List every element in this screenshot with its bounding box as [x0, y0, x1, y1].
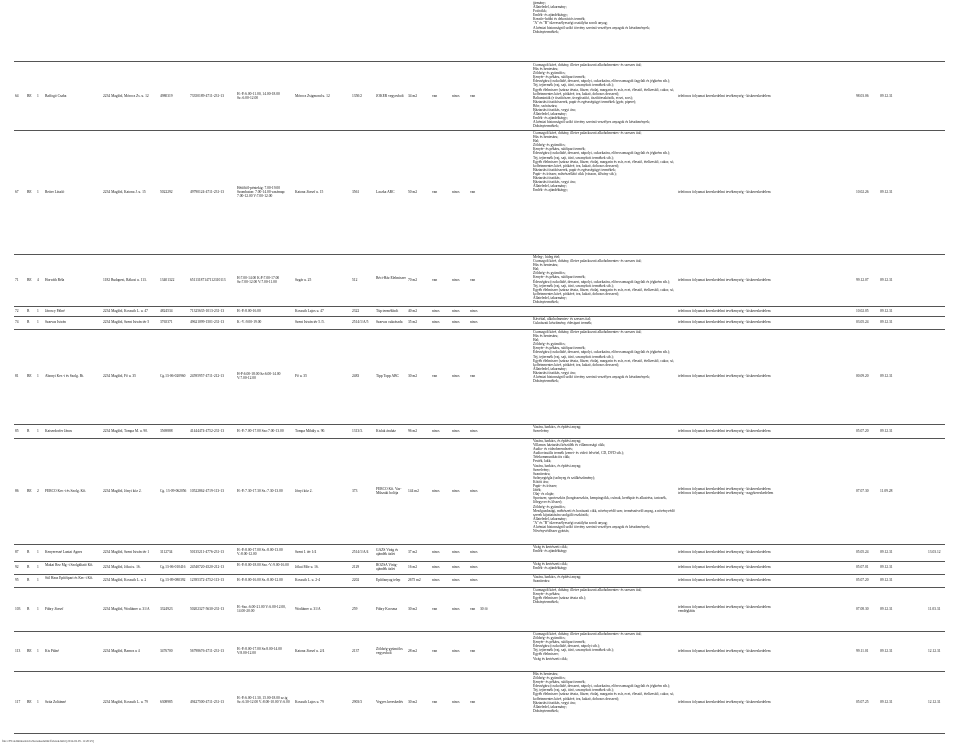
- row-activities: Vasáru, barkács, és építési anyag; Szaniteráru: [533, 575, 582, 584]
- row-flag-a: nincs: [432, 578, 440, 583]
- row-activities: Vasáru, barkács, és építési anyag; Szerelvény: [533, 425, 582, 434]
- row-separator: [14, 574, 945, 575]
- row-end-date: 09.12.31: [880, 277, 893, 282]
- row-flag-b: nincs: [452, 550, 460, 555]
- row-start-date: 03.05.24: [856, 320, 869, 325]
- row-opening-hours: K.-V.:9.00-19.00: [237, 320, 262, 325]
- row-lot-number: 2514/1/A/5: [352, 320, 369, 325]
- row-unit-count: 1: [37, 565, 39, 570]
- row-type: B: [27, 565, 30, 570]
- row-activity-type: telefonos folyamat kereskedelmi tevékenység - kiskereskedelem: [678, 308, 771, 313]
- row-operator-address: 2234 Maglód, Kossuth L. u. 79: [103, 699, 148, 704]
- row-activities: Csomagolt kávé, dohány, illetve palackozott alkoholmentes- és szeszes ital; Hús és hentesáru; Zöldség- és gyümölcs; Kenyér- és pékáru, sütőipari termék; Édességáru (csokoládé, desszert, nápolyi, cukorkaáru, előrecsomagolt fagylalt és jégkrém stb.); Tej, tejtermék (vaj, sajt, túró, savanyított termékek stb.); Egyéb élelmiszer (száraz tészta, fűszer, étolaj, margarin és zsír, ecet, élesztő, ételízesítő, cukor, só, koffeinmentes kávé, pótkávé, tea, kakaó, dobozos desszert); Baltaminták (e tisztítószer, üvegtisztító, tisztítóeszközök, ecset, sors); Háztartási tisztítószerek, papír és egészségügyi termékek (gyár, pipere); Bőrr, szórászáru; Háztartási tisztítás, vegyi áru; Állateledel, takarmány; Emlék- és ajándéktárgy; A kémiai biztonságról szóló törvény szerinti veszélyes anyagok és készítmények; Dohánytermékek;: [533, 63, 675, 129]
- row-type: B: [27, 550, 30, 555]
- row-activity-type: telefonos folyamat kereskedelmi tevékenység - kiskereskedelem: [678, 320, 771, 325]
- row-activity-type: telefonos folyamat kereskedelmi tevékenység - kiskereskedelem telefonos folyamat kereskedelmi tevékenység - nagykereskedelem: [678, 486, 774, 495]
- row-operator-name: Szita Zoltánné: [45, 699, 66, 704]
- row-lot-number: 512: [352, 277, 358, 282]
- row-operator-address: 2234 Maglód, Wodiáner u. 31/A: [103, 606, 150, 611]
- row-opening-hours: H.-Szo.:6.00-21.00 V.:6.00-12.00, 14.00-20.00: [237, 604, 286, 613]
- row-registration-number: 3324923: [160, 606, 173, 611]
- row-opening-hours: H.-P.:7.30-17.30 Sz.:7.30-13.00: [237, 488, 283, 493]
- row-activities: Csomagolt kávé, dohány, illetve palackozott alkoholmentes- és szeszes ital; Kenyér- és pékáru; Egyéb élelmiszer (száraz tészta stb.); Dohánytermékek;: [533, 588, 642, 605]
- row-start-date: 98.03.06: [856, 93, 869, 98]
- row-type: B: [27, 320, 30, 325]
- row-operator-name: FERCO Ker.-i és Szolg. Kft.: [45, 488, 87, 493]
- row-type: BE: [27, 648, 32, 653]
- row-flag-c: nincs: [470, 578, 478, 583]
- row-activities: Hús és hentesáru; Zöldség- és gyümölcs; Kenyér- és pékáru, sütőipari termék; Édességáru (csokoládé, desszert, nápolyi, cukorkaáru, előrecsomagolt fagylalt és jégkrém stb.); Tej, tejtermék (vaj, sajt, túró, savanyított termékek stb.); Egyéb élelmiszer (száraz tészta, fűszer, étolaj, margarin és zsír, ecet, élesztő, ételízesítő, cukor, só, koffeinmentes kávé, pótkávé, tea, kakaó, dobozos desszert); Háztartási tisztítás, vegyi áru; Állateledel, takarmány; Dohánytermékek;: [533, 672, 675, 713]
- row-activity-type: telefonos folyamat kereskedelmi tevékenység - kiskereskedelem: [678, 550, 771, 555]
- row-seq-number: 117: [15, 699, 21, 704]
- row-opening-hours: H.-P.:6.00-11.30, 15.00-18.00 sz.ig Sz.:6.30-12.00 V.:8.00-10.00 V.:6.00: [237, 695, 290, 704]
- row-flag-b: nincs: [452, 699, 460, 704]
- row-tax-number: 12395372-4752-113-13: [190, 578, 225, 583]
- row-end-date: 09.12.31: [880, 428, 893, 433]
- row-type: BE: [27, 277, 32, 282]
- row-lot-number: 2483: [352, 374, 360, 379]
- row-activity-type: telefonos folyamat kereskedelmi tevékenység - kiskereskedelem: [678, 277, 771, 282]
- row-unit-count: 1: [37, 648, 39, 653]
- row-start-date: 07.08.30: [856, 606, 869, 611]
- row-flag-a: van: [432, 93, 438, 98]
- row-shop-name: Tipp Topp ABC: [376, 374, 399, 379]
- row-operator-address: 2234 Maglód, Mórocz Zs. u. 12: [103, 93, 149, 98]
- row-start-date: 10.02.26: [856, 189, 869, 194]
- row-separator: [14, 544, 945, 545]
- row-opening-hours: H.-P.:6.00-11.00, 14.00-18.00 Sz.:6.00-12.00: [237, 91, 280, 100]
- row-registration-number: 3476700: [160, 648, 173, 653]
- row-shop-name: JOKER vegyesbolt: [376, 93, 404, 98]
- row-lot-number: 2202: [352, 578, 360, 583]
- row-activity-type: telefonos folyamat kereskedelmi tevékenység - kiskereskedelem: [678, 189, 771, 194]
- row-flag-b: nincs: [452, 320, 460, 325]
- row-opening-hours: H.-P.:8.00-16.00: [237, 308, 261, 313]
- row-start-date: 99.12.07: [856, 277, 869, 282]
- row-start-date: 05.07.20: [856, 578, 869, 583]
- row-registration-number: 5022292: [160, 189, 173, 194]
- row-registration-number: 3569888: [160, 428, 173, 433]
- row-start-date: 05.07.20: [856, 428, 869, 433]
- row-tax-number: 71325635-1013-231-13: [190, 308, 225, 313]
- row-flag-c: van: [470, 189, 476, 194]
- row-shop-address: Kossuth Lajos u. 79: [295, 699, 324, 704]
- row-operator-address: 1182 Budapest, Rákosi u. 113.: [103, 277, 147, 282]
- row-operator-name: Baffogó Csaba: [45, 93, 67, 98]
- row-seq-number: 92: [15, 565, 19, 570]
- row-seq-number: 87: [15, 550, 19, 555]
- row-flag-a: nincs: [432, 550, 440, 555]
- row-end-date: 09.12.31: [880, 320, 893, 325]
- row-type: BE: [27, 488, 32, 493]
- row-shop-name: Kislak áruház: [376, 428, 396, 433]
- row-shop-name: Építőanyag telep: [376, 578, 401, 583]
- row-opening-hours: H:7.00-14.00 K:P:7.00-17.00 Sz:7.00-12.00 V:7.00-11.00: [237, 275, 280, 284]
- row-type: BE: [27, 374, 32, 379]
- row-operator-name: Reiter László: [45, 189, 65, 194]
- row-opening-hours: H.-P.:8.00-18.00 Szo.-V.:9.00-16.00: [237, 563, 289, 568]
- row-unit-count: 1: [37, 606, 39, 611]
- row-floor-area: 30 m2: [408, 606, 418, 611]
- row-type: B: [27, 308, 30, 313]
- row-flag-b: nincs: [452, 488, 460, 493]
- row-operator-address: 2234 Maglód, Katona J. u. 15: [103, 189, 146, 194]
- row-operator-name: Horváth Béla: [45, 277, 65, 282]
- row-operator-name: Fábry József: [45, 606, 64, 611]
- row-lot-number: 2322: [352, 308, 360, 313]
- row-activities: Csomagolt kávé, dohány, illetve palackozott alkoholmentes- és szeszes ital; Hús és hentesáru; Hal; Zöldség- és gyümölcs; Kenyér- és pékáru, sütőipari termék; Édességáru (csokoládé, desszert, nápolyi, cukorkaáru, előrecsomagolt fagylalt és jégkrém stb.); Tej, tejtermék (vaj, sajt, túró, savanyított termékek stb.); Egyéb élelmiszer (száraz tészta, fűszer, étolaj, margarin és zsír, ecet, élesztő, ételízesítő, cukor, só, koffeinmentes kávé, pótkávé, tea, kakaó, dobozos desszert); Állateledel, takarmány; Háztartási tisztítás, vegyi áru; A kémiai biztonságról szóló törvény szerinti veszélyes anyagok és készítmények; Dohánytermékek;: [533, 330, 675, 384]
- row-floor-area: 144 m2: [408, 488, 419, 493]
- row-lot-number: 259: [352, 606, 358, 611]
- row-shop-name: RÓZSA Virág-ajándék üzlet: [376, 563, 398, 572]
- row-shop-address: Katona József u. 15: [295, 189, 324, 194]
- row-flag-a: van: [432, 277, 438, 282]
- row-seq-number: 86: [15, 488, 19, 493]
- row-separator: [14, 254, 945, 255]
- row-unit-count: 1: [37, 93, 39, 98]
- row-separator: [14, 424, 945, 425]
- row-unit-count: 2: [37, 488, 39, 493]
- row-shop-address: Szent István tér 5./5.: [295, 320, 325, 325]
- row-seq-number: 71: [15, 277, 19, 282]
- row-operator-address: 2234 Maglód, Jókai u. 16.: [103, 565, 141, 570]
- row-flag-a: van: [432, 648, 438, 653]
- row-end-date: 09.12.31: [880, 374, 893, 379]
- row-flag-c: van: [470, 648, 476, 653]
- row-operator-address: 2234 Maglód, Kossuth L. u. 47: [103, 308, 148, 313]
- row-operator-address: 2234 Maglód, Szent István tér 1: [103, 550, 150, 555]
- row-lot-number: 2514/1/A/4: [352, 550, 369, 555]
- row-tax-number: 50135211-4776-231-13: [190, 550, 225, 555]
- row-type: B: [27, 578, 30, 583]
- row-floor-area: 30 m2: [408, 699, 418, 704]
- row-shop-address: Szent I. tér 1/4: [295, 550, 317, 555]
- row-start-date: 10.02.05: [856, 308, 869, 313]
- row-flag-c: nincs: [470, 550, 478, 555]
- row-opening-hours: H.-P.:8.00-17.00 Sz:8.00-14.00 V:8.00-12.00: [237, 646, 282, 655]
- row-unit-count: 1: [37, 308, 39, 313]
- row-operator-name: Jároscy Pálné: [45, 308, 65, 313]
- row-shop-address: Jónyi köz 2.: [295, 488, 313, 493]
- row-seq-number: 95: [15, 578, 19, 583]
- row-flag-c: nincs: [470, 565, 478, 570]
- row-separator: [14, 306, 945, 307]
- row-shop-name: GÁZS Virág és ajándék üzlet: [376, 548, 399, 557]
- row-activities: Virág és kertészeti cikk; Emlék- és ajándéktárgy: [533, 562, 568, 571]
- row-registration-number: 4824534: [160, 308, 173, 313]
- row-floor-area: 2675 m2: [408, 578, 421, 583]
- row-type: B: [27, 606, 30, 611]
- row-shop-address: Katona József u. 2/4: [295, 648, 325, 653]
- row-operator-name: Makai Rez Mg.-i Szolgáltató Kft.: [45, 563, 94, 568]
- row-flag-b: nincs: [452, 308, 460, 313]
- row-shop-name: Tüp termékbolt: [376, 308, 399, 313]
- row-unit-count: 1: [37, 189, 39, 194]
- row-separator: [14, 733, 945, 734]
- row-floor-area: 35 m2: [408, 320, 418, 325]
- row-start-date: 05.05.24: [856, 550, 869, 555]
- row-end-date-2: 12.12.31: [928, 648, 941, 653]
- row-registration-number: Cg.13-09-080392: [160, 578, 186, 583]
- top-activity-cell: jármány; Állateledel, takarmány; Fotócikk; Emlék- és ajándéktárgy; Kreatív-hobbi és dekorációs termék; "A" és "B" tűzveszélyességi osztályba sorolt anyag; A kémiai biztonságról szóló törvény szerinti veszélyes anyagok és készítmények; Dohánytermékek;: [533, 1, 650, 34]
- row-flag-c: nincs: [470, 320, 478, 325]
- row-flag-b: nincs: [452, 578, 460, 583]
- row-separator: [14, 61, 945, 62]
- row-activity-type: telefonos folyamat kereskedelmi tevékenység - kiskereskedelem: [678, 428, 771, 433]
- row-type: BE: [27, 93, 32, 98]
- row-floor-area: 70 m2: [408, 277, 418, 282]
- row-end-date: 09.12.31: [880, 699, 893, 704]
- row-unit-count: 1: [37, 428, 39, 433]
- row-operator-address: 2234 Maglód, Tompa M. u. 90.: [103, 428, 148, 433]
- row-activity-type: telefonos folyamat kereskedelmi tevékenység - kiskereskedelem vendéglátás: [678, 604, 771, 613]
- row-operator-address: 2234 Maglód, Szent István tér 5: [103, 320, 150, 325]
- row-registration-number: Cg.13-06-010416: [160, 565, 186, 570]
- row-tax-number: 41444474-4752-231-13: [190, 428, 225, 433]
- row-type: BE: [27, 189, 32, 194]
- row-flag-b: nincs: [452, 606, 460, 611]
- page-footer-url: file:///H:/Adminisztráció/Kereskedelmi/Üzletek.html [2014.02.05. 11:20:25]: [2, 739, 94, 743]
- row-flag-a: nincs: [432, 308, 440, 313]
- row-flag-b: nincs: [452, 565, 460, 570]
- row-opening-hours: H.-P.:7.00-17.00 Szo:7.00-13.00: [237, 428, 284, 433]
- row-opening-hours: Hétfőtől-péntekig: 7.00-19.00 Szombaton: 7.00-14.00 vasárnap: 7.00-12.00 V:7.00-12.00: [237, 185, 286, 199]
- row-end-date: 09.12.31: [880, 606, 893, 611]
- row-registration-number: Cg.13-06-020960: [160, 374, 186, 379]
- row-lot-number: 373: [352, 488, 358, 493]
- row-seq-number: 72: [15, 308, 19, 313]
- row-seq-number: 67: [15, 189, 19, 194]
- row-operator-name: Kis Pálné: [45, 648, 59, 653]
- row-operator-name: Szarvas István: [45, 320, 66, 325]
- row-flag-c: van: [470, 606, 476, 611]
- row-separator: [14, 438, 945, 439]
- row-flag-a: van: [432, 699, 438, 704]
- row-activities: Vasáru, barkács, és építési anyag; Villamos háztartási készülék és villamossági cikk; Audio- és videoberendezés; Audiovizuális termék (zenei- és videó felvétel, CD, DVD stb.); Telekommunikációs cikk; Festék, lakk; Vasáru, barkács, és építési anyag; Szerelvény; Szaniteráru; Szőnyegtégla (szőnyeg és szálkészítmény); Kötött áru; Papír- és írószer; Játék; Olaj- és olajár; Sportszer, sporteszköz (horgászeszköz, kempingcikk, csónak, kerékpár és alkatrész, tartozék, lőfegyver és lőszer); Zöldség- és gyümölcs; Mezőgazdasági, méhészeti és borászati cikk, növényvédő szer, termésnövelő anyag, a növényvédő szerek kijuttatására szolgáló eszközök; Állateledel, takarmány; "A" és "B" tűzveszélyességi osztályba sorolt anyag; A kémiai biztonságról szóló törvény szerinti veszélyes anyagok és készítmények; Növényvédőszer gyártás;: [533, 439, 675, 534]
- row-operator-address: 2234 Maglód, Jónyi köz 2.: [103, 488, 142, 493]
- row-operator-name: Stil Haus Építőipari és Ker.-i Kft.: [45, 576, 94, 581]
- row-flag-a: van: [432, 374, 438, 379]
- row-end-date: 09.12.31: [880, 93, 893, 98]
- row-flag-a: nincs: [432, 488, 440, 493]
- row-floor-area: 30 m2: [408, 374, 418, 379]
- row-operator-address: 2234 Maglód, Barnos u 4: [103, 648, 140, 653]
- row-activities: Meleg-, hideg étel; Csomagolt kávé, dohány, illetve palackozott alkoholmentes- és szeszes ital; Hús és hentesáru; Hal; Zöldség- és gyümölcs; Kenyér- és pékáru, sütőipari termék; Édességáru (csokoládé, desszert, nápolyi, cukorkaáru, előrecsomagolt fagylalt és jégkrém stb.); Tej, tejtermék (vaj, sajt, túró, savanyított termékek stb.); Egyéb élelmiszer (száraz tészta, fűszer, étolaj, margarin és zsír, ecet, élesztő, ételízesítő, cukor, só, koffeinmentes kávé, pótkávé, tea, kakaó, dobozos desszert); Állateledel, takarmány; Dohánytermékek;: [533, 255, 675, 305]
- row-opening-hours: H-P:6.00-18.00 Sz:6.00-14.00 V:7.00-12.00: [237, 372, 281, 381]
- row-end-date: 09.12.31: [880, 565, 893, 570]
- row-shop-address: Mórocz Zsigmond u. 12: [295, 93, 330, 98]
- row-end-date: 09.12.31: [880, 189, 893, 194]
- row-unit-count: 1: [37, 550, 39, 555]
- row-end-date: 11.09.28: [880, 488, 893, 493]
- row-shop-name: Zöldség-gyümölcs vegyesbolt: [376, 646, 403, 655]
- row-seq-number: 103: [15, 606, 21, 611]
- row-tax-number: 50202327-5630-231-13: [190, 606, 225, 611]
- row-tax-number: 24595957-4711-212-13: [190, 374, 225, 379]
- row-tax-number: 49427500-4711-231-13: [190, 699, 225, 704]
- row-lot-number: 2129: [352, 565, 360, 570]
- row-flag-c: van: [470, 277, 476, 282]
- row-shop-address: Szgár u. 25: [295, 277, 312, 282]
- row-shop-name: Laczka ABC: [376, 189, 395, 194]
- row-unit-count: 1: [37, 374, 39, 379]
- row-flag-b: nincs: [452, 374, 460, 379]
- row-start-date: 00.09.20: [856, 374, 869, 379]
- row-shop-address: Fő u. 35: [295, 374, 307, 379]
- row-unit-count: 1: [37, 578, 39, 583]
- row-tax-number: 24540720-4520-212-13: [190, 565, 225, 570]
- row-floor-area: 96 m2: [408, 428, 418, 433]
- row-seq-number: 113: [15, 648, 21, 653]
- row-activities: Csomagolt kávé, dohány, illetve palackozott alkoholmentes- és szeszes ital; Zöldség- és gyümölcs; Kenyér- és pékáru, sütőipari termék; Édességáru (csokoládé, desszert, nápolyi stb.); Tej, tejtermék (vaj, sajt, túró, savanyított termékek stb.); Egyéb élelmiszer; Virág és kertészeti cikk;: [533, 632, 642, 661]
- row-shop-name: Fábry Kocsma: [376, 606, 398, 611]
- row-separator: [14, 561, 945, 562]
- row-type: BE: [27, 699, 32, 704]
- row-floor-area: 28 m2: [408, 648, 418, 653]
- row-end-date: 09.12.31: [880, 308, 893, 313]
- row-activity-type: telefonos folyamat kereskedelmi tevékenység - kiskereskedelem: [678, 374, 771, 379]
- row-end-date-2: 11.03.31: [928, 606, 941, 611]
- row-registration-number: 4980319: [160, 93, 173, 98]
- row-flag-a: nincs: [432, 428, 440, 433]
- row-unit-count: 1: [37, 699, 39, 704]
- row-activity-type: telefonos folyamat kereskedelmi tevékenység - kiskereskedelem: [678, 565, 771, 570]
- row-lot-number: 1350/2: [352, 93, 362, 98]
- row-end-date: 09.12.31: [880, 578, 893, 583]
- row-operator-address: 2234 Maglód, Fő u. 35: [103, 374, 136, 379]
- row-start-date: 05.07.01: [856, 565, 869, 570]
- row-floor-area: 50 m2: [408, 189, 418, 194]
- row-shop-name: Béci-Ház Élelmiszer: [376, 275, 406, 280]
- row-tax-number: 65113187147112310113: [190, 277, 226, 282]
- row-flag-c: nincs: [470, 488, 478, 493]
- row-flag-b: nincs: [452, 428, 460, 433]
- row-flag-b: nincs: [452, 189, 460, 194]
- row-seq-number: 74: [15, 320, 19, 325]
- row-flag-a: van: [432, 189, 438, 194]
- row-floor-area: 34 m2: [408, 93, 418, 98]
- row-flag-a: nincs: [432, 565, 440, 570]
- row-separator: [14, 631, 945, 632]
- row-flag-c: nincs: [470, 428, 478, 433]
- row-opening-hours: H.-P.:8.00-17.00 Sz.:8.00-13.00 V.:8.00-12.00: [237, 548, 283, 557]
- row-end-date: 09.12.31: [880, 550, 893, 555]
- row-lot-number: 1313/3.: [352, 428, 363, 433]
- row-activity-type: telefonos folyamat kereskedelmi tevékenység - kiskereskedelem: [678, 93, 771, 98]
- row-flag-c: van: [470, 699, 476, 704]
- row-flag-c: van: [470, 374, 476, 379]
- row-flag-b: nincs: [452, 93, 460, 98]
- row-separator: [14, 130, 945, 131]
- row-tax-number: 10522862-4719-113-13: [190, 488, 225, 493]
- row-floor-area: 40 m2: [408, 308, 418, 313]
- row-activity-type: telefonos folyamat kereskedelmi tevékenység - kiskereskedelem: [678, 578, 771, 583]
- row-end-date-2: 12.12.31: [928, 699, 941, 704]
- row-separator: [14, 329, 945, 330]
- row-activity-type: telefonos folyamat kereskedelmi tevékenység - kiskereskedelem: [678, 648, 771, 653]
- row-flag-a: van: [432, 606, 438, 611]
- row-operator-name: Abonyi Ker.-i és Szolg. Bt.: [45, 374, 85, 379]
- row-registration-number: 3112734: [160, 550, 173, 555]
- row-operator-address: 2234 Maglód, Kossuth L. u. 2: [103, 578, 147, 583]
- row-lot-number: 2903/3: [352, 699, 362, 704]
- row-activities: Virág és kertészeti cikk; Emlék- és ajándéktárgy: [533, 545, 568, 554]
- row-unit-count: 4: [37, 277, 39, 282]
- row-flag-a: nincs: [432, 320, 440, 325]
- row-opening-hours: H.-P.:8.00-16.00 Sz.:8.00-12.00: [237, 578, 283, 583]
- row-end-date-2: 13.03.12: [928, 550, 941, 555]
- row-operator-name: Kaiserdorfer János: [45, 428, 73, 433]
- row-shop-address: Kossuth Lajos u. 47: [295, 308, 324, 313]
- row-seq-number: 64: [15, 93, 19, 98]
- row-tax-number: 49621099-1501-231-13: [190, 320, 225, 325]
- row-lot-number: 3561: [352, 189, 360, 194]
- row-tax-number: 56798676-4711-231-13: [190, 648, 225, 653]
- row-start-date: 99.11.01: [856, 648, 869, 653]
- row-seats: 30 fő: [480, 606, 488, 611]
- row-registration-number: 6308985: [160, 699, 173, 704]
- row-registration-number: Cg. 13-09-062056: [160, 488, 187, 493]
- row-shop-address: Jókai Mór u. 16.: [295, 565, 319, 570]
- row-flag-b: nincs: [452, 648, 460, 653]
- row-start-date: 05.07.25: [856, 699, 869, 704]
- row-registration-number: 13401322: [160, 277, 175, 282]
- row-seq-number: 85: [15, 428, 19, 433]
- row-seq-number: 81: [15, 374, 19, 379]
- row-separator: [14, 316, 945, 317]
- row-flag-c: van: [470, 93, 476, 98]
- row-flag-c: nincs: [470, 308, 478, 313]
- row-shop-name: FERCO Kft. Vas-Műszaki bolója: [376, 486, 402, 495]
- row-type: B: [27, 428, 30, 433]
- row-activities: Kávéital, alkoholmentes- és szeszes ital; Cukrászati készítmény, édesipari termék;: [533, 317, 593, 326]
- row-shop-address: Kossuth L. u. 2-4: [295, 578, 321, 583]
- row-activity-type: telefonos folyamat kereskedelmi tevékenység - kiskereskedelem: [678, 699, 771, 704]
- row-unit-count: 1: [37, 320, 39, 325]
- row-floor-area: 37 m2: [408, 550, 418, 555]
- row-shop-address: Wodiáner u. 31/A: [295, 606, 321, 611]
- row-lot-number: 2137: [352, 648, 360, 653]
- row-separator: [14, 671, 945, 672]
- row-start-date: 07.07.30: [856, 488, 869, 493]
- row-floor-area: 16 m2: [408, 565, 418, 570]
- row-tax-number: 73350189-4711-231-13: [190, 93, 225, 98]
- row-shop-address: Tompa Mihály u. 90.: [295, 428, 326, 433]
- row-flag-b: nincs: [452, 277, 460, 282]
- row-tax-number: 49790124-4711-231-13: [190, 189, 225, 194]
- row-shop-name: Szarvas cukrászda: [376, 320, 403, 325]
- row-shop-name: Vegyes kereskedés: [376, 699, 404, 704]
- row-activities: Csomagolt kávé, dohány, illetve palackozott alkoholmentes- és szeszes ital; Hús és hentesáru; Hal; Zöldség- és gyümölcs; Kenyér- és pékáru, sütőipari termék; Édességáru (csokoládé, desszert, nápolyi, cukorkaáru, előrecsomagolt fagylalt és jégkrém stb.); Tej, tejtermék (vaj, sajt, túró, savanyított termékek stb.); Egyéb élelmiszer (száraz tészta, fűszer, étolaj, margarin és zsír, ecet, élesztő, ételízesítő, cukor, só, koffeinmentes kávé, pótkávé, tea, kakaó, dobozos desszert); Háztartási tisztítószerek, papír és egészségügyi termékek; Papír- és írószer, művészellátó cikk (vászon, állvány stb.); Háztartási tisztítás; Háztartási tisztítás, vegyi áru; Állateledel, takarmány; Emlék- és ajándéktárgy;: [533, 131, 675, 193]
- row-operator-name: Kenyeresné Lantai Ágnes: [45, 550, 83, 555]
- row-separator: [14, 587, 945, 588]
- row-registration-number: 3765371: [160, 320, 173, 325]
- row-end-date: 09.12.31: [880, 648, 893, 653]
